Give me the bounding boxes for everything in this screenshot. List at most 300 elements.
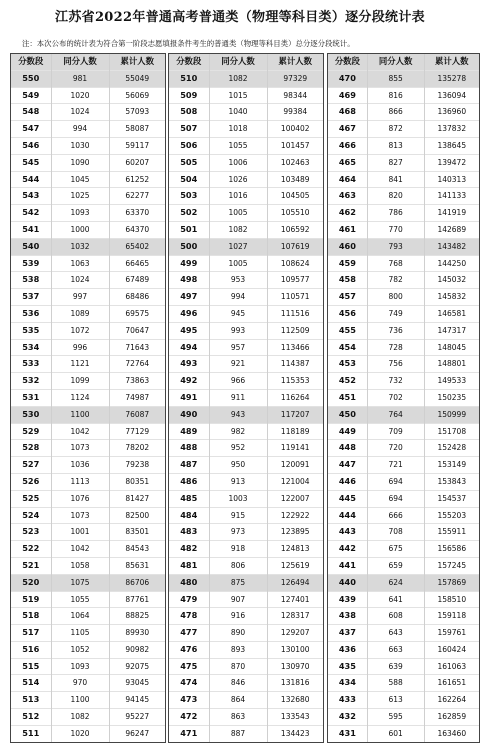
same-score-count-cell: 1076 [51, 490, 109, 507]
cumulative-count-cell: 130100 [267, 641, 323, 658]
table-row [328, 725, 479, 741]
cumulative-count-cell: 85631 [109, 557, 165, 574]
score-cell: 482 [169, 541, 209, 558]
score-cell: 433 [328, 692, 367, 709]
score-table [11, 54, 165, 742]
same-score-count-cell: 639 [367, 658, 424, 675]
table-row [11, 221, 165, 238]
score-cell: 550 [11, 70, 51, 87]
table-row [169, 305, 323, 322]
score-cell: 465 [328, 154, 367, 171]
score-cell: 457 [328, 289, 367, 306]
table-row [328, 490, 479, 507]
cumulative-count-cell: 153149 [424, 457, 479, 474]
table-row [169, 658, 323, 675]
same-score-count-cell: 1093 [51, 205, 109, 222]
cumulative-count-cell: 65402 [109, 238, 165, 255]
table-row [169, 171, 323, 188]
same-score-count-cell: 966 [209, 373, 267, 390]
table-row [328, 373, 479, 390]
table-row [169, 205, 323, 222]
score-cell: 512 [11, 709, 51, 726]
table-row [11, 356, 165, 373]
cumulative-count-cell: 145032 [424, 272, 479, 289]
same-score-count-cell: 918 [209, 541, 267, 558]
score-cell: 524 [11, 507, 51, 524]
table-row [169, 137, 323, 154]
score-cell: 480 [169, 574, 209, 591]
score-table [328, 54, 479, 742]
header-cumulative-count: 累计人数 [109, 54, 165, 70]
same-score-count-cell: 756 [367, 356, 424, 373]
table-row [11, 339, 165, 356]
page-title: 江苏省2022年普通高考普通类（物理等科目类）逐分段统计表 [55, 10, 425, 25]
same-score-count-cell: 1090 [51, 154, 109, 171]
score-cell: 518 [11, 608, 51, 625]
same-score-count-cell: 911 [209, 389, 267, 406]
cumulative-count-cell: 109577 [267, 272, 323, 289]
same-score-count-cell: 613 [367, 692, 424, 709]
score-cell: 514 [11, 675, 51, 692]
same-score-count-cell: 921 [209, 356, 267, 373]
same-score-count-cell: 1063 [51, 255, 109, 272]
cumulative-count-cell: 62277 [109, 188, 165, 205]
table-row [328, 305, 479, 322]
cumulative-count-cell: 81427 [109, 490, 165, 507]
same-score-count-cell: 764 [367, 406, 424, 423]
table-row [328, 473, 479, 490]
table-row [169, 473, 323, 490]
cumulative-count-cell: 127401 [267, 591, 323, 608]
same-score-count-cell: 950 [209, 457, 267, 474]
table-row [328, 238, 479, 255]
header-score: 分数段 [11, 54, 51, 70]
cumulative-count-cell: 135278 [424, 70, 479, 87]
table-row [328, 440, 479, 457]
table-row [11, 557, 165, 574]
table-row [328, 709, 479, 726]
cumulative-count-cell: 71643 [109, 339, 165, 356]
score-cell: 461 [328, 221, 367, 238]
cumulative-count-cell: 58087 [109, 121, 165, 138]
header-same-score-count: 同分人数 [367, 54, 424, 70]
score-cell: 509 [169, 87, 209, 104]
score-cell: 467 [328, 121, 367, 138]
cumulative-count-cell: 78202 [109, 440, 165, 457]
score-cell: 470 [328, 70, 367, 87]
same-score-count-cell: 1024 [51, 104, 109, 121]
table-row [11, 137, 165, 154]
score-cell: 454 [328, 339, 367, 356]
cumulative-count-cell: 94145 [109, 692, 165, 709]
table-row [11, 406, 165, 423]
cumulative-count-cell: 155203 [424, 507, 479, 524]
cumulative-count-cell: 79238 [109, 457, 165, 474]
same-score-count-cell: 1055 [209, 137, 267, 154]
score-cell: 547 [11, 121, 51, 138]
score-table-column-1 [10, 53, 166, 743]
same-score-count-cell: 981 [51, 70, 109, 87]
score-cell: 516 [11, 641, 51, 658]
cumulative-count-cell: 155911 [424, 524, 479, 541]
table-row [169, 406, 323, 423]
same-score-count-cell: 915 [209, 507, 267, 524]
cumulative-count-cell: 142689 [424, 221, 479, 238]
table-row [328, 272, 479, 289]
table-row [328, 591, 479, 608]
table-row [11, 289, 165, 306]
same-score-count-cell: 957 [209, 339, 267, 356]
same-score-count-cell: 993 [209, 322, 267, 339]
table-row [169, 574, 323, 591]
score-cell: 443 [328, 524, 367, 541]
same-score-count-cell: 1032 [51, 238, 109, 255]
same-score-count-cell: 709 [367, 423, 424, 440]
same-score-count-cell: 846 [209, 675, 267, 692]
same-score-count-cell: 732 [367, 373, 424, 390]
table-row [169, 725, 323, 741]
score-cell: 487 [169, 457, 209, 474]
header-cumulative-count: 累计人数 [267, 54, 323, 70]
score-cell: 471 [169, 725, 209, 741]
cumulative-count-cell: 74987 [109, 389, 165, 406]
cumulative-count-cell: 125619 [267, 557, 323, 574]
cumulative-count-cell: 108624 [267, 255, 323, 272]
cumulative-count-cell: 123895 [267, 524, 323, 541]
header-same-score-count: 同分人数 [51, 54, 109, 70]
cumulative-count-cell: 92075 [109, 658, 165, 675]
score-cell: 474 [169, 675, 209, 692]
score-cell: 452 [328, 373, 367, 390]
table-header-row [11, 54, 165, 70]
same-score-count-cell: 953 [209, 272, 267, 289]
same-score-count-cell: 913 [209, 473, 267, 490]
table-row [328, 608, 479, 625]
cumulative-count-cell: 144250 [424, 255, 479, 272]
table-row [169, 121, 323, 138]
same-score-count-cell: 1042 [51, 541, 109, 558]
same-score-count-cell: 768 [367, 255, 424, 272]
same-score-count-cell: 1005 [209, 255, 267, 272]
table-row [11, 457, 165, 474]
same-score-count-cell: 827 [367, 154, 424, 171]
table-row [328, 70, 479, 87]
table-row [328, 289, 479, 306]
same-score-count-cell: 663 [367, 641, 424, 658]
same-score-count-cell: 1072 [51, 322, 109, 339]
cumulative-count-cell: 117207 [267, 406, 323, 423]
table-row [328, 339, 479, 356]
table-row [11, 473, 165, 490]
score-cell: 445 [328, 490, 367, 507]
cumulative-count-cell: 148045 [424, 339, 479, 356]
same-score-count-cell: 973 [209, 524, 267, 541]
table-row [169, 70, 323, 87]
same-score-count-cell: 728 [367, 339, 424, 356]
table-row [328, 154, 479, 171]
same-score-count-cell: 1005 [209, 205, 267, 222]
score-cell: 536 [11, 305, 51, 322]
same-score-count-cell: 666 [367, 507, 424, 524]
cumulative-count-cell: 69575 [109, 305, 165, 322]
table-row [169, 238, 323, 255]
cumulative-count-cell: 111516 [267, 305, 323, 322]
table-row [169, 272, 323, 289]
score-cell: 537 [11, 289, 51, 306]
cumulative-count-cell: 97329 [267, 70, 323, 87]
same-score-count-cell: 641 [367, 591, 424, 608]
table-row [328, 574, 479, 591]
table-row [328, 87, 479, 104]
score-cell: 458 [328, 272, 367, 289]
score-cell: 545 [11, 154, 51, 171]
cumulative-count-cell: 103489 [267, 171, 323, 188]
score-cell: 526 [11, 473, 51, 490]
table-row [11, 675, 165, 692]
cumulative-count-cell: 104505 [267, 188, 323, 205]
cumulative-count-cell: 112509 [267, 322, 323, 339]
same-score-count-cell: 982 [209, 423, 267, 440]
score-cell: 546 [11, 137, 51, 154]
cumulative-count-cell: 122922 [267, 507, 323, 524]
cumulative-count-cell: 141919 [424, 205, 479, 222]
cumulative-count-cell: 136960 [424, 104, 479, 121]
cumulative-count-cell: 140313 [424, 171, 479, 188]
table-row [169, 457, 323, 474]
table-row [169, 154, 323, 171]
score-cell: 462 [328, 205, 367, 222]
table-row [328, 255, 479, 272]
table-row [11, 322, 165, 339]
score-cell: 535 [11, 322, 51, 339]
table-row [11, 658, 165, 675]
score-cell: 495 [169, 322, 209, 339]
cumulative-count-cell: 93045 [109, 675, 165, 692]
cumulative-count-cell: 151708 [424, 423, 479, 440]
table-row [11, 255, 165, 272]
table-row [169, 440, 323, 457]
table-row [328, 625, 479, 642]
same-score-count-cell: 952 [209, 440, 267, 457]
cumulative-count-cell: 113466 [267, 339, 323, 356]
header-same-score-count: 同分人数 [209, 54, 267, 70]
table-row [11, 440, 165, 457]
cumulative-count-cell: 147317 [424, 322, 479, 339]
cumulative-count-cell: 68486 [109, 289, 165, 306]
score-cell: 439 [328, 591, 367, 608]
cumulative-count-cell: 157869 [424, 574, 479, 591]
score-cell: 448 [328, 440, 367, 457]
same-score-count-cell: 624 [367, 574, 424, 591]
cumulative-count-cell: 63370 [109, 205, 165, 222]
table-row [11, 524, 165, 541]
cumulative-count-cell: 162264 [424, 692, 479, 709]
cumulative-count-cell: 107619 [267, 238, 323, 255]
table-row [11, 692, 165, 709]
table-row [169, 692, 323, 709]
cumulative-count-cell: 100402 [267, 121, 323, 138]
same-score-count-cell: 813 [367, 137, 424, 154]
score-cell: 488 [169, 440, 209, 457]
cumulative-count-cell: 116264 [267, 389, 323, 406]
same-score-count-cell: 749 [367, 305, 424, 322]
table-row [328, 121, 479, 138]
table-row [328, 658, 479, 675]
cumulative-count-cell: 159118 [424, 608, 479, 625]
score-cell: 459 [328, 255, 367, 272]
same-score-count-cell: 721 [367, 457, 424, 474]
table-row [328, 557, 479, 574]
cumulative-count-cell: 61252 [109, 171, 165, 188]
same-score-count-cell: 1045 [51, 171, 109, 188]
score-cell: 530 [11, 406, 51, 423]
score-cell: 451 [328, 389, 367, 406]
table-row [11, 574, 165, 591]
header-cumulative-count: 累计人数 [424, 54, 479, 70]
table-row [169, 289, 323, 306]
cumulative-count-cell: 99384 [267, 104, 323, 121]
cumulative-count-cell: 157245 [424, 557, 479, 574]
table-row [169, 641, 323, 658]
same-score-count-cell: 916 [209, 608, 267, 625]
score-cell: 440 [328, 574, 367, 591]
score-cell: 431 [328, 725, 367, 741]
table-row [169, 709, 323, 726]
score-cell: 525 [11, 490, 51, 507]
cumulative-count-cell: 161651 [424, 675, 479, 692]
score-cell: 541 [11, 221, 51, 238]
score-cell: 483 [169, 524, 209, 541]
score-cell: 473 [169, 692, 209, 709]
table-header-row [328, 54, 479, 70]
same-score-count-cell: 1089 [51, 305, 109, 322]
cumulative-count-cell: 145832 [424, 289, 479, 306]
cumulative-count-cell: 143482 [424, 238, 479, 255]
same-score-count-cell: 866 [367, 104, 424, 121]
cumulative-count-cell: 161063 [424, 658, 479, 675]
same-score-count-cell: 820 [367, 188, 424, 205]
table-row [328, 675, 479, 692]
same-score-count-cell: 659 [367, 557, 424, 574]
score-cell: 468 [328, 104, 367, 121]
same-score-count-cell: 1026 [209, 171, 267, 188]
same-score-count-cell: 782 [367, 272, 424, 289]
same-score-count-cell: 1064 [51, 608, 109, 625]
score-cell: 496 [169, 305, 209, 322]
table-row [169, 339, 323, 356]
cumulative-count-cell: 90982 [109, 641, 165, 658]
table-row [328, 356, 479, 373]
score-cell: 444 [328, 507, 367, 524]
cumulative-count-cell: 153843 [424, 473, 479, 490]
score-cell: 437 [328, 625, 367, 642]
same-score-count-cell: 1036 [51, 457, 109, 474]
same-score-count-cell: 694 [367, 490, 424, 507]
cumulative-count-cell: 139472 [424, 154, 479, 171]
same-score-count-cell: 1082 [209, 70, 267, 87]
same-score-count-cell: 770 [367, 221, 424, 238]
table-row [169, 188, 323, 205]
score-cell: 455 [328, 322, 367, 339]
same-score-count-cell: 1121 [51, 356, 109, 373]
score-cell: 450 [328, 406, 367, 423]
table-row [169, 423, 323, 440]
same-score-count-cell: 1113 [51, 473, 109, 490]
cumulative-count-cell: 76087 [109, 406, 165, 423]
cumulative-count-cell: 98344 [267, 87, 323, 104]
table-row [169, 221, 323, 238]
score-cell: 464 [328, 171, 367, 188]
score-cell: 505 [169, 154, 209, 171]
cumulative-count-cell: 96247 [109, 725, 165, 741]
score-cell: 491 [169, 389, 209, 406]
cumulative-count-cell: 80351 [109, 473, 165, 490]
table-row [11, 87, 165, 104]
table-row [169, 625, 323, 642]
score-cell: 549 [11, 87, 51, 104]
score-cell: 476 [169, 641, 209, 658]
cumulative-count-cell: 122007 [267, 490, 323, 507]
table-row [11, 490, 165, 507]
table-row [328, 692, 479, 709]
same-score-count-cell: 736 [367, 322, 424, 339]
score-cell: 513 [11, 692, 51, 709]
table-row [169, 675, 323, 692]
score-cell: 511 [11, 725, 51, 741]
cumulative-count-cell: 154537 [424, 490, 479, 507]
same-score-count-cell: 1042 [51, 423, 109, 440]
score-cell: 447 [328, 457, 367, 474]
score-cell: 478 [169, 608, 209, 625]
same-score-count-cell: 890 [209, 625, 267, 642]
cumulative-count-cell: 82500 [109, 507, 165, 524]
score-cell: 528 [11, 440, 51, 457]
cumulative-count-cell: 55049 [109, 70, 165, 87]
same-score-count-cell: 1082 [209, 221, 267, 238]
same-score-count-cell: 1082 [51, 709, 109, 726]
cumulative-count-cell: 89930 [109, 625, 165, 642]
same-score-count-cell: 708 [367, 524, 424, 541]
cumulative-count-cell: 87761 [109, 591, 165, 608]
score-cell: 489 [169, 423, 209, 440]
same-score-count-cell: 601 [367, 725, 424, 741]
table-row [169, 87, 323, 104]
score-cell: 520 [11, 574, 51, 591]
cumulative-count-cell: 95227 [109, 709, 165, 726]
table-row [11, 541, 165, 558]
table-row [169, 490, 323, 507]
score-cell: 481 [169, 557, 209, 574]
same-score-count-cell: 1040 [209, 104, 267, 121]
table-row [11, 608, 165, 625]
same-score-count-cell: 997 [51, 289, 109, 306]
score-cell: 502 [169, 205, 209, 222]
score-cell: 515 [11, 658, 51, 675]
score-cell: 453 [328, 356, 367, 373]
cumulative-count-cell: 150235 [424, 389, 479, 406]
table-row [328, 406, 479, 423]
cumulative-count-cell: 134423 [267, 725, 323, 741]
cumulative-count-cell: 88825 [109, 608, 165, 625]
same-score-count-cell: 816 [367, 87, 424, 104]
score-cell: 544 [11, 171, 51, 188]
same-score-count-cell: 595 [367, 709, 424, 726]
score-cell: 492 [169, 373, 209, 390]
table-row [328, 423, 479, 440]
same-score-count-cell: 1003 [209, 490, 267, 507]
table-row [11, 507, 165, 524]
cumulative-count-cell: 120091 [267, 457, 323, 474]
